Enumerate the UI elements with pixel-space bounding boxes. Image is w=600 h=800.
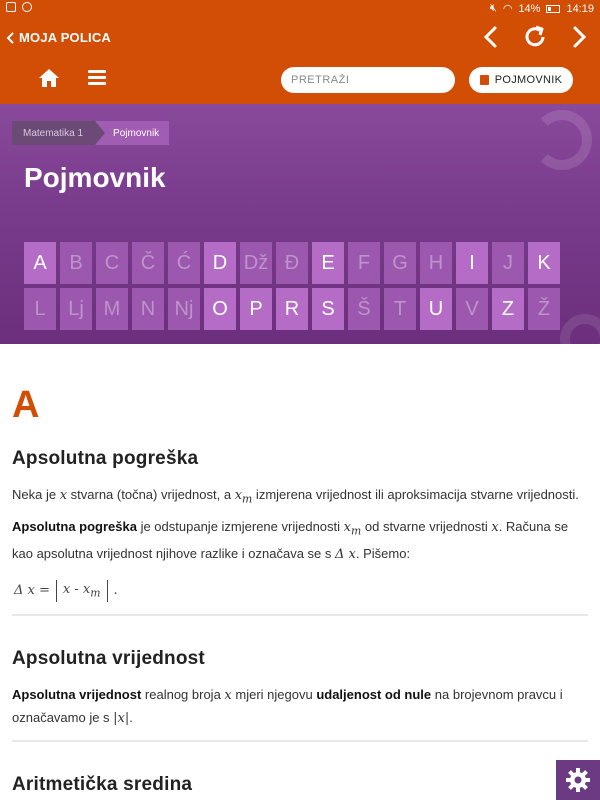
search-input[interactable] (281, 67, 455, 93)
letter-dž: Dž (240, 242, 272, 284)
letter-l: L (24, 288, 56, 330)
letter-k[interactable]: K (528, 242, 560, 284)
letter-đ: Đ (276, 242, 308, 284)
letter-v: V (456, 288, 488, 330)
alphabet-row (24, 288, 564, 330)
back-link-label: MOJA POLICA (19, 30, 112, 45)
letter-p[interactable]: P (240, 288, 272, 330)
status-bar (0, 0, 600, 18)
letter-h: H (420, 242, 452, 284)
notification-icon (22, 2, 32, 12)
decorative-arc (560, 314, 600, 344)
gallery-notification-icon (6, 2, 16, 12)
battery-icon (546, 5, 560, 13)
pojmovnik-button[interactable] (469, 67, 573, 93)
next-page-icon[interactable] (566, 24, 592, 50)
letter-b: B (60, 242, 92, 284)
alphabet-row (24, 242, 564, 284)
letter-a[interactable]: A (24, 242, 56, 284)
term-paragraph: Neka je x stvarna (točna) vrijednost, a $x_m$ izmjerena vrijednost ili aproksimacija stvarne vrijednosti. (12, 487, 579, 506)
letter-c: C (96, 242, 128, 284)
settings-button[interactable] (556, 760, 600, 800)
section-letter: A (12, 384, 40, 426)
letter-j: J (492, 242, 524, 284)
letter-lj: Lj (60, 288, 92, 330)
divider (12, 614, 588, 616)
letter-č: Č (132, 242, 164, 284)
refresh-icon[interactable] (522, 24, 548, 50)
term-title: Apsolutna pogreška (12, 448, 199, 469)
letter-s[interactable]: S (312, 288, 344, 330)
letter-z[interactable]: Z (492, 288, 524, 330)
gear-icon (565, 767, 591, 793)
letter-o[interactable]: O (204, 288, 236, 330)
decorative-arc (532, 110, 592, 170)
formula: Δ x = x - $x_m$ . (14, 582, 118, 600)
alphabet-index (24, 242, 564, 334)
battery-percent: 14% (518, 2, 541, 15)
letter-i[interactable]: I (456, 242, 488, 284)
letter-u[interactable]: U (420, 288, 452, 330)
back-to-shelf-link[interactable] (6, 30, 111, 45)
glossary-content (0, 344, 600, 800)
term-title: Aritmetička sredina (12, 774, 193, 795)
breadcrumb-item-pojmovnik: Pojmovnik (95, 121, 169, 145)
previous-page-icon[interactable] (478, 24, 504, 50)
app-header (0, 18, 600, 104)
term-paragraph: Apsolutna pogreška je odstupanje izmjerene vrijednosti $x_m$ od stvarne vrijednosti x. Računa se kao apsolutna vrijednost njihove razlike i označava se s Δ x. Pišemo: (12, 519, 569, 562)
pojmovnik-button-label: POJMOVNIK (494, 74, 563, 86)
book-icon (480, 75, 489, 85)
divider (12, 740, 588, 742)
letter-g: G (384, 242, 416, 284)
term-title: Apsolutna vrijednost (12, 648, 205, 669)
letter-t: T (384, 288, 416, 330)
wifi-icon: ◠ (502, 3, 513, 15)
breadcrumb (12, 121, 169, 145)
letter-r[interactable]: R (276, 288, 308, 330)
term-paragraph: Apsolutna vrijednost realnog broja x mjeri njegovu udaljenost od nule na brojevnom pravcu i označavamo je s |x|. (12, 687, 563, 726)
letter-m: M (96, 288, 128, 330)
letter-nj: Nj (168, 288, 200, 330)
chevron-left-icon (6, 32, 14, 44)
letter-ć: Ć (168, 242, 200, 284)
home-icon[interactable] (38, 68, 60, 88)
breadcrumb-item-matematika[interactable]: Matematika 1 (12, 121, 95, 145)
mute-icon: 🔇︎ (489, 2, 497, 14)
letter-e[interactable]: E (312, 242, 344, 284)
clock: 14:19 (566, 2, 594, 15)
page-title: Pojmovnik (24, 162, 166, 193)
hamburger-menu-icon[interactable] (88, 70, 106, 86)
letter-ž: Ž (528, 288, 560, 330)
letter-š: Š (348, 288, 380, 330)
letter-d[interactable]: D (204, 242, 236, 284)
letter-f: F (348, 242, 380, 284)
glossary-banner (0, 104, 600, 344)
letter-n: N (132, 288, 164, 330)
